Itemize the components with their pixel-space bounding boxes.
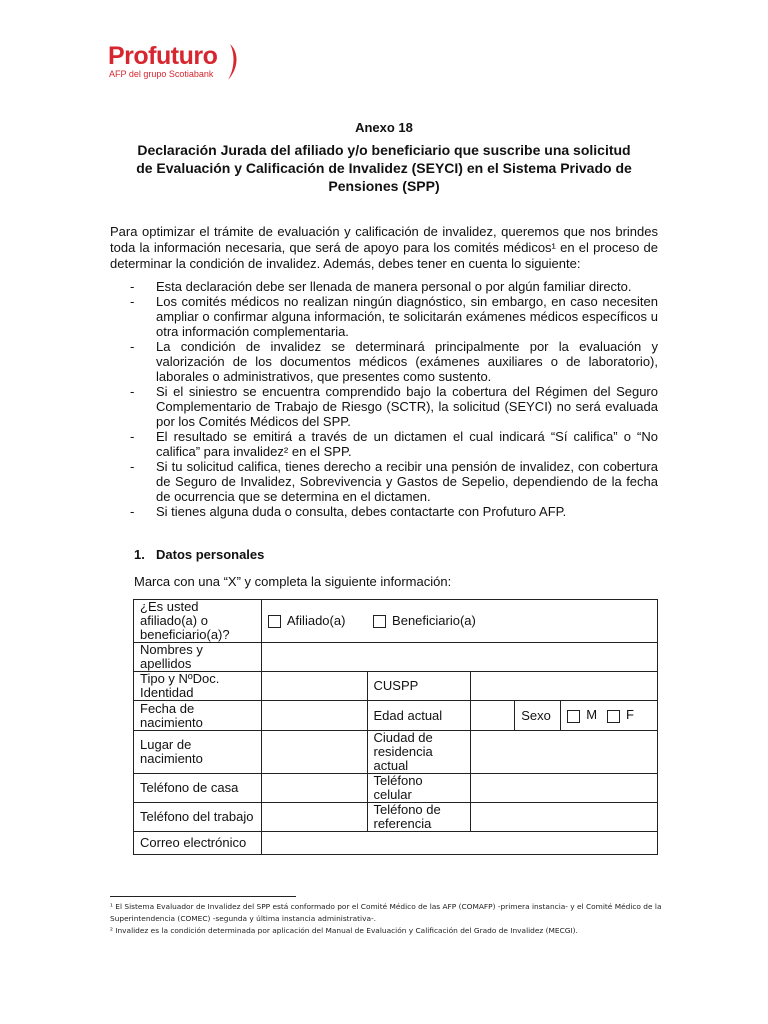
form-instruction: Marca con una “X” y completa la siguiente información: [134, 574, 452, 589]
beneficiario-checkbox[interactable] [373, 615, 386, 628]
age-field[interactable] [471, 701, 515, 731]
instructions-list [130, 279, 658, 519]
section-heading [134, 547, 264, 562]
sex-m-label: M [586, 707, 598, 723]
sex-m-checkbox[interactable] [567, 710, 580, 723]
names-field[interactable] [261, 643, 657, 672]
email-field[interactable] [261, 832, 657, 855]
cuspp-field[interactable] [471, 672, 658, 701]
swoosh-icon [226, 42, 240, 82]
list-item: - La condición de invalidez se determinará principalmente por la evaluación y valorización de los documentos médicos (exámenes auxiliares o de laboratorio), laborales o administrativos, que presentes como sustento. [130, 339, 658, 384]
age-label: Edad actual [367, 701, 471, 731]
sex-label: Sexo [515, 701, 561, 731]
section-number: 1. [134, 547, 145, 562]
doc-field[interactable] [261, 672, 367, 701]
sex-f-checkbox[interactable] [607, 710, 620, 723]
home-phone-field[interactable] [261, 774, 367, 803]
list-item: - El resultado se emitirá a través de un dictamen el cual indicará “Sí califica” o “No califica” para invalidez² en el SPP. [130, 429, 658, 459]
cuspp-label: CUSPP [367, 672, 471, 701]
birthplace-field[interactable] [261, 731, 367, 774]
email-label: Correo electrónico [134, 832, 262, 855]
birthplace-label: Lugar de nacimiento [134, 731, 262, 774]
type-label: ¿Es usted afiliado(a) o beneficiario(a)? [134, 600, 262, 643]
sex-options [561, 701, 658, 731]
afiliado-option[interactable]: Afiliado(a) [268, 614, 346, 628]
work-phone-label: Teléfono del trabajo [134, 803, 262, 832]
names-label: Nombres y apellidos [134, 643, 262, 672]
type-options [261, 600, 657, 643]
afiliado-checkbox[interactable] [268, 615, 281, 628]
residence-label: Ciudad de residencia actual [367, 731, 471, 774]
profuturo-logo [108, 42, 248, 86]
list-item: - Esta declaración debe ser llenada de manera personal o por algún familiar directo. [130, 279, 632, 294]
beneficiario-option[interactable]: Beneficiario(a) [373, 614, 476, 628]
brand-name: Profuturo [108, 42, 218, 70]
footnote-1: ¹ El Sistema Evaluador de Invalidez del SPP está conformado por el Comité Médico de las AFP (COMAFP) -primera instancia- y el Comité Médico de la Superintendencia (COMEC) -segunda y última instancia administrativa-. [110, 902, 662, 923]
list-item: - Si tienes alguna duda o consulta, debes contactarte con Profuturo AFP. [130, 504, 567, 519]
work-phone-field[interactable] [261, 803, 367, 832]
footnotes [110, 901, 662, 937]
residence-field[interactable] [471, 731, 658, 774]
mobile-phone-field[interactable] [471, 774, 658, 803]
document-title: Declaración Jurada del afiliado y/o beneficiario que suscribe una solicitud de Evaluación y Calificación de Invalidez (SEYCI) en el Sistema Privado de Pensiones (SPP) [136, 142, 632, 194]
brand-tagline: AFP del grupo Scotiabank [109, 69, 214, 79]
ref-phone-field[interactable] [471, 803, 658, 832]
list-item: - Si tu solicitud califica, tienes derecho a recibir una pensión de invalidez, con cobertura de Seguro de Invalidez, Sobrevivencia y Gastos de Sepelio, dependiendo de la fecha de ocurrencia que se determina en el dictamen. [130, 459, 658, 504]
mobile-phone-label: Teléfono celular [367, 774, 471, 803]
section-title: Datos personales [156, 547, 265, 562]
birthdate-label: Fecha de nacimiento [134, 701, 262, 731]
list-item: - Los comités médicos no realizan ningún diagnóstico, sin embargo, en caso necesiten ampliar o confirmar alguna información, te solicitarán exámenes médicos específicos u otra información complementaria. [130, 294, 658, 339]
intro-paragraph: Para optimizar el trámite de evaluación y calificación de invalidez, queremos que nos brindes toda la información necesaria, que será de apoyo para los comités médicos¹ en el proceso de determinar la condición de invalidez. Además, debes tener en cuenta lo siguiente: [110, 224, 658, 271]
personal-data-form [133, 599, 658, 855]
birthdate-field[interactable] [261, 701, 367, 731]
ref-phone-label: Teléfono de referencia [367, 803, 471, 832]
footnote-2: ² Invalidez es la condición determinada por aplicación del Manual de Evaluación y Calificación del Grado de Invalidez (MECGI). [110, 926, 578, 935]
footnote-divider [110, 896, 296, 897]
annex-heading: Anexo 18 [355, 120, 413, 135]
home-phone-label: Teléfono de casa [134, 774, 262, 803]
sex-f-label: F [626, 707, 634, 723]
doc-label: Tipo y NºDoc. Identidad [134, 672, 262, 701]
list-item: - Si el siniestro se encuentra comprendido bajo la cobertura del Régimen del Seguro Complementario de Trabajo de Riesgo (SCTR), la solicitud (SEYCI) no será evaluada por los Comités Médicos del SPP. [130, 384, 658, 429]
